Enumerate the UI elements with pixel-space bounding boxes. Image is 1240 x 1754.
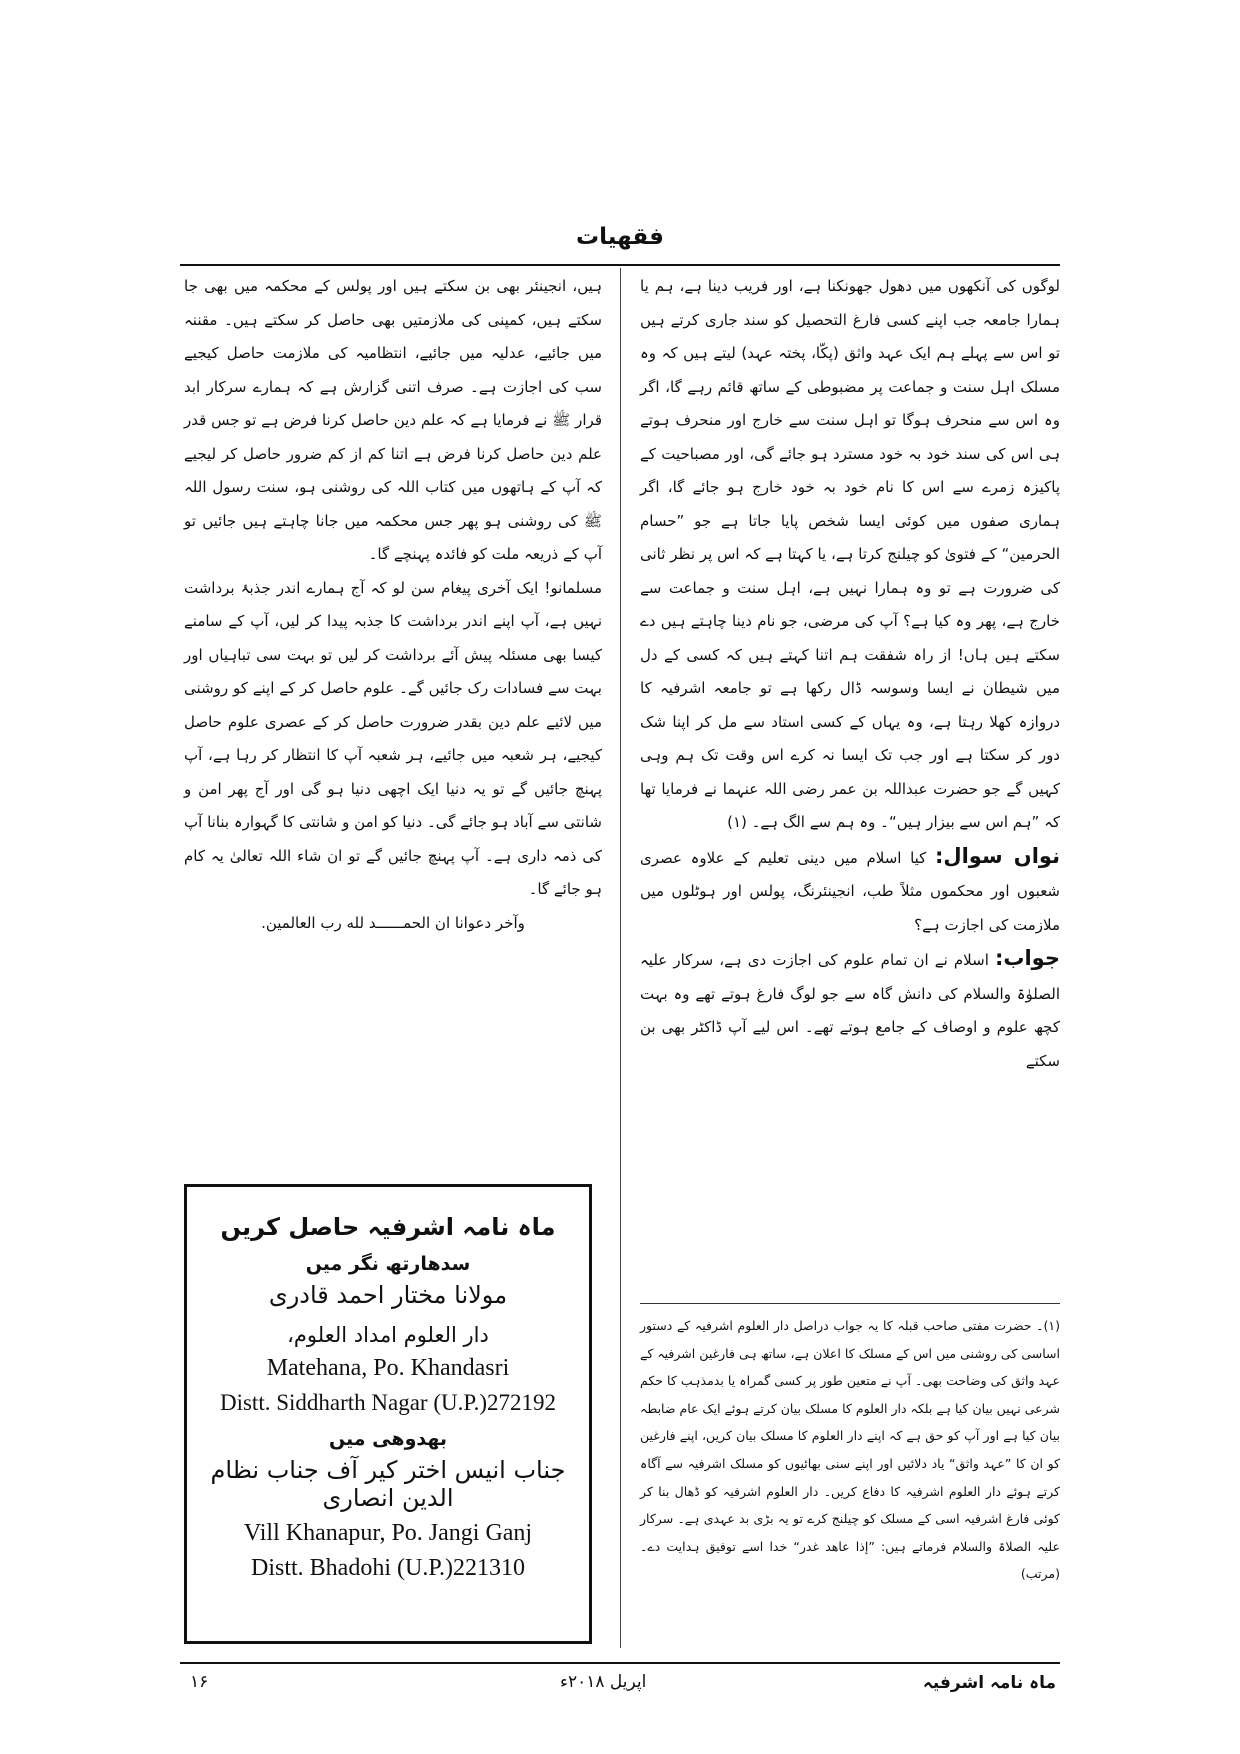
ad-section1-address-line1: Matehana, Po. Khandasri	[266, 1355, 510, 1381]
footer-rule	[180, 1662, 1060, 1664]
closing-prayer: وآخر دعوانا ان الحمــــــد لله رب العالمين.	[261, 913, 525, 932]
ad-section1-institution: دار العلوم امداد العلوم،	[287, 1323, 489, 1347]
left-column	[184, 270, 602, 940]
ad-section1-name: مولانا مختار احمد قادری	[268, 1281, 508, 1309]
ad-section2-heading: بھدوھی میں	[328, 1428, 448, 1450]
footer-magazine-name: ماہ نامہ اشرفیہ	[922, 1673, 1056, 1693]
column-divider	[620, 268, 621, 1648]
right-column-paragraph-1: لوگوں کی آنکھوں میں دھول جھونکنا ہے، اور فریب دینا ہے، ہم یا ہمارا جامعہ جب اپنے کسی فارغ التحصیل کو سند جاری کرتے ہیں تو اس سے پہلے ہم ایک عہد واثق (پکّا، پختہ عہد) لیتے ہیں کہ وہ مسلک اہل سنت و جماعت پر مضبوطی کے ساتھ قائم رہے گا، اگر وہ اس سے منحرف ہوگا تو اہل سنت سے خارج اور منحرف ہوتے ہی اس کی سند خود بہ خود مسترد ہو جائے گی، اور مصباحیت کے پاکیزہ زمرے سے اس کا نام خود بہ خود خارج ہو جائے گا، اگر ہماری صفوں میں کوئی ایسا شخص پایا جاتا ہے جو ”حسام الحرمین“ کے فتویٰ کو چیلنج کرتا ہے، یا کہتا ہے کہ اس پر نظر ثانی کی ضرورت ہے تو وہ ہمارا نہیں ہے، اہل سنت و جماعت سے خارج ہے، پھر وہ کیا ہے؟ آپ کی مرضی، جو نام دینا چاہتے ہیں دے سکتے ہیں ہاں! از راہ شفقت ہم اتنا کہتے ہیں کہ کسی کے دل میں شیطان نے ایسا وسوسہ ڈال رکھا ہے تو جامعہ اشرفیہ کا دروازہ کھلا رہتا ہے، وہ یہاں کے کسی استاد سے مل کر اپنا شک دور کر سکتا ہے اور جب تک ایسا نہ کرے اس وقت تک ہم وہی کہیں گے جو حضرت عبداللہ بن عمر رضی اللہ عنہما نے فرمایا تھا کہ ”ہم اس سے بیزار ہیں“۔ وہ ہم سے الگ ہے۔ (۱)	[640, 277, 1060, 831]
footnote: (۱)۔ حضرت مفتی صاحب قبلہ کا یہ جواب دراصل دار العلوم اشرفیہ کے دستور اساسی کی روشنی میں اس کے مسلک کا اعلان ہے، ساتھ ہی فارغین اشرفیہ کے عہد واثق کی وضاحت بھی۔ آپ نے متعین طور پر کسی گمراہ یا بدمذہب کا حکم شرعی نہیں بیان کیا ہے بلکہ دار العلوم کا مسلک بیان کرتے ہوئے ایک عام ضابطہ بیان کیا ہے اور آپ کو حق ہے کہ اپنے دار العلوم کا مسلک بیان کریں، اپنے فارغین کو ان کا ”عہد واثق“ یاد دلائیں اور اپنے سنی بھائیوں کو مسلک اشرفیہ سے آگاہ کرتے ہوئے دار العلوم اشرفیہ کا دفاع کریں۔ دار العلوم اشرفیہ کو ڈھال بنا کر کوئی فارغ اشرفیہ اسی کے مسلک کو چیلنج کرے تو یہ بڑی بد عہدی ہے۔ سرکار علیہ الصلاۃ والسلام فرماتے ہیں: ”إذا عاهد غدر“ خدا اسے توفیق ہدایت دے۔ (مرتب)	[640, 1318, 1060, 1582]
ad-section1-address-line2: Distt. Siddharth Nagar (U.P.)272192	[219, 1390, 557, 1415]
ad-section1-heading: سدھارتھ نگر میں	[305, 1253, 471, 1275]
question-label: نواں سوال:	[934, 843, 1060, 868]
left-column-paragraph-1: ہیں، انجینئر بھی بن سکتے ہیں اور پولس کے محکمہ میں بھی جا سکتے ہیں، کمپنی کی ملازمتیں بھی حاصل کر سکتے ہیں۔ مقننہ میں جائیے، عدلیہ میں جائیے، انتظامیہ کی ملازمت حاصل کیجیے سب کی اجازت ہے۔ صرف اتنی گزارش ہے کہ ہمارے سرکار ابد قرار ﷺ نے فرمایا ہے کہ علم دین حاصل کرنا فرض ہے تو جس قدر علم دین حاصل کرنا فرض ہے اتنا کم از کم ضرور حاصل کر لیجیے کہ آپ کے ہاتھوں میں کتاب اللہ کی روشنی ہو، سنت رسول اللہ ﷺ کی روشنی ہو پھر جس محکمہ میں جانا چاہتے ہیں جائیں تو آپ کے ذریعہ ملت کو فائدہ پہنچے گا۔	[184, 277, 602, 563]
ad-title: ماہ نامہ اشرفیہ حاصل کریں	[220, 1213, 556, 1241]
question-nine	[640, 840, 1060, 943]
footer-page-number: ۱۶	[190, 1672, 209, 1692]
header-rule	[180, 264, 1060, 266]
right-column	[640, 270, 1060, 1078]
footer-issue-date: اپریل ۲۰۱۸ء	[560, 1672, 647, 1692]
subscription-ad-box	[184, 1184, 592, 1644]
footnote-rule	[640, 1303, 1060, 1304]
left-column-paragraph-2: مسلمانو! ایک آخری پیغام سن لو کہ آج ہمارے اندر جذبۂ برداشت نہیں ہے، آپ اپنے اندر برداشت کا جذبہ پیدا کر لیں، آپ کے سامنے کیسا بھی مسئلہ پیش آئے برداشت کر لیں تو بہت سی تباہیاں اور بہت سے فسادات رک جائیں گے۔ علوم حاصل کر کے اپنے کو روشنی میں لائیے علم دین بقدر ضرورت حاصل کر کے عصری علوم حاصل کیجیے، ہر شعبہ میں جائیے، ہر شعبہ آپ کا انتظار کر رہا ہے، آپ پہنچ جائیں گے تو یہ دنیا ایک اچھی دنیا ہو گی اور آج پھر امن و شانتی سے آباد ہو جائے گی۔ دنیا کو امن و شانتی کا گہوارہ بنانا آپ کی ذمہ داری ہے۔ آپ پہنچ جائیں گے تو ان شاء اللہ تعالیٰ یہ کام ہو جائے گا۔	[184, 578, 602, 898]
answer-label: جواب:	[994, 946, 1060, 970]
ad-section2-address-line2: Distt. Bhadohi (U.P.)221310	[250, 1555, 525, 1581]
ad-section2-name: جناب انیس اختر کیر آف جناب نظام الدین انصاری	[210, 1456, 566, 1512]
answer-nine	[640, 942, 1060, 1078]
answer-text: اسلام نے ان تمام علوم کی اجازت دی ہے، سرکار علیہ الصلوٰۃ والسلام کی دانش گاہ سے جو لوگ فارغ ہوتے تھے وہ بہت کچھ علوم و اوصاف کے جامع ہوتے تھے۔ اس لیے آپ ڈاکٹر بھی بن سکتے	[640, 951, 1060, 1070]
page-header-title: فقهيات	[576, 224, 664, 250]
ad-section2-address-line1: Vill Khanapur, Po. Jangi Ganj	[243, 1520, 533, 1546]
question-text: کیا اسلام میں دینی تعلیم کے علاوہ عصری شعبوں اور محکموں مثلاً طب، انجینئرنگ، پولس اور ہوٹلوں میں ملازمت کی اجازت ہے؟	[640, 848, 1060, 934]
